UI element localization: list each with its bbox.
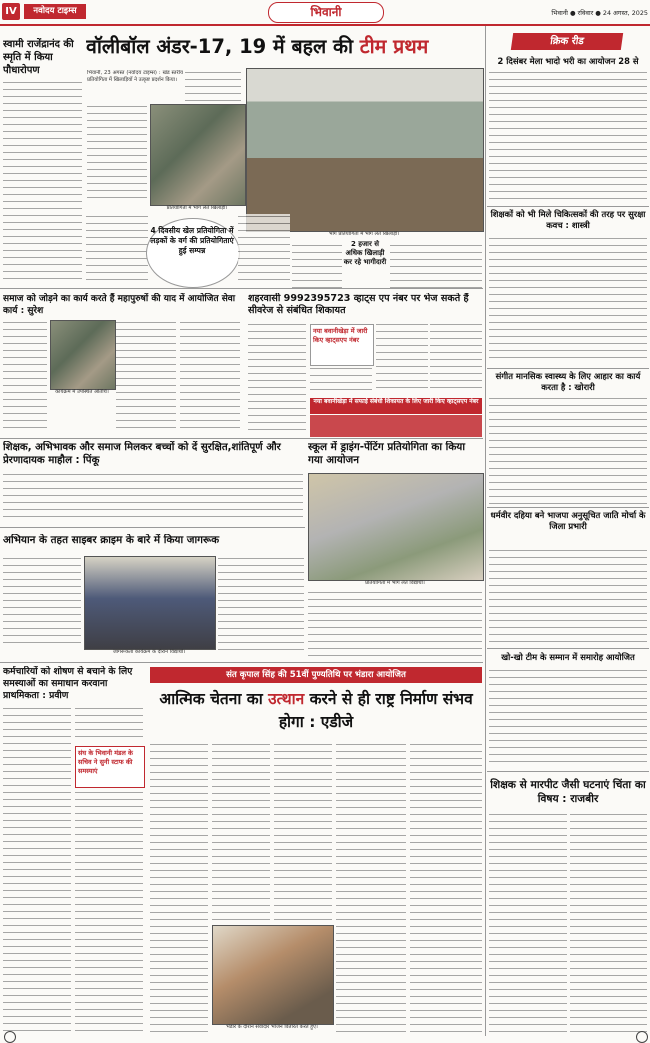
right-article-4 bbox=[489, 548, 647, 644]
main-headline-part-c: करने से ही राष्ट्र निर्माण संभव होगा : एडीजे bbox=[278, 690, 473, 731]
whatsapp-article-1 bbox=[248, 322, 306, 432]
main-headline-part-red: उत्थान bbox=[268, 690, 305, 708]
main-bottom-headline bbox=[150, 688, 482, 734]
main-headline-part-a: आत्मिक चेतना का bbox=[159, 690, 269, 708]
lead-photo-1-caption: प्रतियोगिता में भाग लेते खिलाड़ी। bbox=[166, 205, 228, 211]
lead-photo-main-caption: भोग प्रतियोगिता में भाग लेते खिलाड़ी। bbox=[328, 231, 400, 237]
whatsapp-red-panel bbox=[310, 415, 482, 437]
school-article bbox=[308, 590, 482, 658]
whatsapp-box-title: नया बवानीखेड़ा में जारी किए व्हाट्सएप नंबर bbox=[313, 327, 368, 344]
whatsapp-article-4 bbox=[430, 322, 482, 394]
main-bottom-col3 bbox=[274, 742, 332, 922]
left-article-2b bbox=[116, 320, 176, 430]
registration-mark-right bbox=[636, 1031, 648, 1043]
lead-headline-red: टीम प्रथम bbox=[359, 35, 429, 58]
employee-box-text: संघ के भिवानी मंडल के सचिव ने सुनी स्टाफ की समस्याएं bbox=[78, 749, 133, 775]
page-number: IV bbox=[2, 3, 20, 20]
cyber-headline: अभियान के तहत साइबर क्राइम के बारे में किया जागरूक bbox=[3, 534, 220, 546]
paper-name: नवोदय टाइम्स bbox=[24, 4, 86, 19]
employee-box bbox=[75, 746, 145, 788]
cricket-badge: क्रिक रीड bbox=[511, 33, 623, 50]
whatsapp-article-2 bbox=[310, 366, 372, 394]
cyber-caption: जागरूकता कार्यक्रम के दौरान विद्यार्थी। bbox=[112, 649, 186, 655]
right-headline-6: शिक्षक से मारपीट जैसी घटनाएं चिंता का विषय : राजबीर bbox=[490, 779, 646, 805]
right-article-6b bbox=[570, 812, 647, 1034]
lead-headline-black: वॉलीबॉल अंडर-17, 19 में बहल की bbox=[86, 35, 360, 58]
lead-article-col1 bbox=[87, 104, 147, 204]
section-label: भिवानी bbox=[310, 5, 342, 19]
right-headline-5: खो-खो टीम के सम्मान में समारोह आयोजित bbox=[501, 652, 635, 662]
school-drawing-caption: प्रतियोगिता में भाग लेते विद्यार्थी। bbox=[365, 580, 425, 586]
left-headline-2: समाज को जोड़ने का कार्य करते हैं महापुरुषों की याद में आयोजित सेवा कार्य : सुरेश bbox=[3, 294, 236, 316]
right-article-1 bbox=[489, 70, 647, 200]
right-headline-3: संगीत मानसिक स्वास्थ्य के लिए आहार का कार्य करता है : खोरारी bbox=[495, 371, 641, 392]
bhandara-photo bbox=[212, 925, 334, 1025]
right-article-2 bbox=[489, 236, 647, 364]
main-bottom-col4 bbox=[336, 742, 406, 1032]
bhandara-caption: भंडारे के दौरान सेवादार भोजन वितरित करते हुए। bbox=[226, 1024, 318, 1030]
lead-headline bbox=[86, 29, 482, 65]
lead-article-col3 bbox=[86, 214, 148, 286]
lead-dateline: भिवानी, 23 अगस्त (नवोदय टाइम्स) : खंड स्तरीय प्रतियोगिता में खिलाड़ियों ने उत्कृष्ट प्रदर्शन किया। bbox=[87, 70, 183, 83]
right-article-6a bbox=[489, 812, 567, 1034]
left-photo-2 bbox=[50, 320, 116, 390]
whatsapp-article-3 bbox=[376, 322, 428, 394]
lead-article-col4 bbox=[238, 214, 290, 286]
employee-article-2 bbox=[75, 706, 143, 742]
whatsapp-headline: शहरवासी 9992395723 व्हाट्स एप नंबर पर भेज सकते हैं सीवरेज से संबंधित शिकायत bbox=[248, 293, 469, 316]
school-drawing-photo bbox=[308, 473, 484, 581]
left-article-2 bbox=[3, 320, 47, 430]
right-headline-1: 2 दिसंबर मेला भादो भरी का आयोजन 28 से bbox=[497, 56, 639, 66]
lead-callout: 4 दिवसीय खेल प्रतियोगिता में लड़कों के वर्ग की प्रतियोगिताएं हुई सम्पन्न bbox=[150, 226, 234, 255]
main-bottom-col1 bbox=[150, 742, 208, 1032]
employee-article-1 bbox=[3, 706, 71, 1036]
lead-photo-main bbox=[246, 68, 484, 232]
whatsapp-box bbox=[310, 324, 374, 366]
right-headline-2: शिक्षकों को भी मिले चिकित्सकों की तरह पर सुरक्षा कवच : शास्त्री bbox=[490, 209, 646, 230]
lead-article-col5 bbox=[292, 243, 342, 289]
cyber-article-2 bbox=[218, 556, 304, 656]
left-headline-1: स्वामी राजेंद्रानंद की स्मृति में किया पौधारोपण bbox=[3, 39, 74, 76]
lead-tag-2000: 2 हजार से अधिक खिलाड़ी कर रहे भागीदारी bbox=[343, 240, 387, 266]
whatsapp-red-note: नया बवानीखेड़ा में सफाई संबंधी शिकायत के लिए जारी किए व्हाट्सएप नंबर bbox=[310, 398, 482, 414]
date-line: भिवानी ● रविवार ● 24 अगस्त, 2025 bbox=[551, 9, 648, 17]
employee-headline: कर्मचारियों को शोषण से बचाने के लिए समस्याओं का समाधान करवाना प्राथमिकता : प्रवीण bbox=[3, 666, 133, 701]
masthead bbox=[0, 0, 650, 26]
right-headline-4: धर्मवीर दहिया बने भाजपा अनुसूचित जाति मोर्चा के जिला प्रभारी bbox=[490, 510, 646, 531]
child-safety-headline: शिक्षक, अभिभावक और समाज मिलकर बच्चों को दें सुरक्षित,शांतिपूर्ण और प्रेरणादायक माहौल : पिंकू bbox=[3, 442, 281, 466]
main-bottom-col5 bbox=[410, 742, 482, 1032]
bhandara-banner: संत कृपाल सिंह की 51वीं पुण्यतिथि पर भंडारा आयोजित bbox=[150, 667, 482, 683]
main-bottom-col2 bbox=[212, 742, 270, 922]
left-article-2c bbox=[180, 320, 240, 430]
right-article-5 bbox=[489, 668, 647, 768]
cyber-article-1 bbox=[3, 556, 81, 648]
left-article-1 bbox=[3, 80, 82, 285]
child-safety-article bbox=[3, 472, 303, 520]
employee-article-3 bbox=[75, 790, 143, 1036]
school-drawing-headline: स्कूल में ड्राइंग-पेंटिंग प्रतियोगिता का किया गया आयोजन bbox=[308, 441, 466, 466]
lead-photo-1 bbox=[150, 104, 246, 206]
lead-article-col6 bbox=[390, 243, 482, 289]
registration-mark-left bbox=[4, 1031, 16, 1043]
cyber-photo bbox=[84, 556, 216, 650]
left-photo-2-caption: कार्यक्रम में उपस्थित अतिथि। bbox=[55, 389, 109, 395]
right-article-3 bbox=[489, 396, 647, 504]
section-title bbox=[268, 2, 384, 23]
